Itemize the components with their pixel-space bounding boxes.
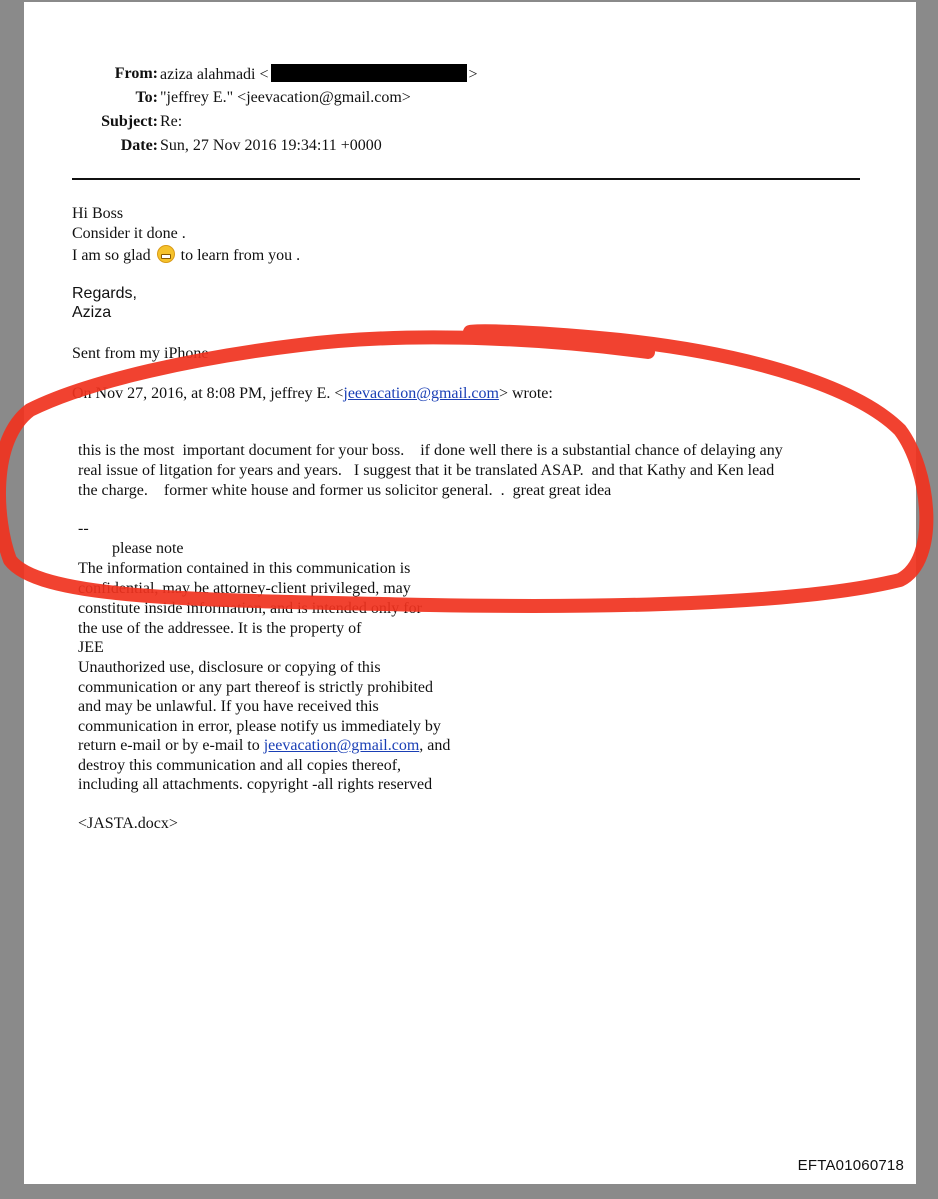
redaction-bar <box>271 64 467 82</box>
disclaimer-line: and may be unlawful. If you have received this <box>78 698 379 715</box>
from-label: From: <box>114 65 158 82</box>
header-divider <box>72 178 860 180</box>
quote-intro-post: > wrote: <box>498 385 553 402</box>
body-line-3 <box>72 245 300 266</box>
disclaimer-line: confidential, may be attorney-client privileged, may <box>78 580 411 597</box>
disclaimer-line: including all attachments. copyright -all rights reserved <box>78 776 433 793</box>
signature-dashes: -- <box>78 520 89 537</box>
quote-line-2: real issue of litgation for years and years. I suggest that it be translated ASAP. and that Kathy and Ken lead <box>78 462 775 479</box>
quote-line-1: this is the most important document for your boss. if done well there is a substantial chance of delaying any <box>78 442 783 459</box>
to-value: "jeffrey E." <jeevacation@gmail.com> <box>160 89 411 106</box>
body-line-3-post: to learn from you . <box>180 247 301 264</box>
disclaimer-return-line <box>78 736 450 756</box>
subject-label: Subject: <box>101 113 158 130</box>
from-close: > <box>468 66 478 83</box>
grinning-face-icon <box>157 245 175 263</box>
quote-intro <box>72 384 553 404</box>
quote-line-3: the charge. former white house and former us solicitor general. . great great idea <box>78 482 612 499</box>
attachment-name[interactable]: <JASTA.docx> <box>78 815 178 832</box>
sent-from: Sent from my iPhone <box>72 345 209 362</box>
disclaimer-email-link[interactable]: jeevacation@gmail.com <box>263 737 420 754</box>
document-page <box>24 2 916 1184</box>
disclaimer-line: communication in error, please notify us immediately by <box>78 718 441 735</box>
return-post: , and <box>419 737 451 754</box>
regards: Regards, <box>72 285 137 302</box>
disclaimer-line: communication or any part thereof is strictly prohibited <box>78 679 434 696</box>
quote-intro-pre: On Nov 27, 2016, at 8:08 PM, jeffrey E. < <box>72 385 344 402</box>
quote-email-link[interactable]: jeevacation@gmail.com <box>343 385 499 402</box>
disclaimer-line: destroy this communication and all copies thereof, <box>78 757 402 774</box>
disclaimer-line: Unauthorized use, disclosure or copying of this <box>78 659 381 676</box>
body-line-3-pre: I am so glad <box>72 247 151 264</box>
disclaimer-line: The information contained in this communication is <box>78 560 411 577</box>
please-note: please note <box>112 540 184 557</box>
from-name: aziza alahmadi < <box>160 66 269 83</box>
body-line-2: Consider it done . <box>72 225 186 242</box>
document-id: EFTA01060718 <box>797 1157 904 1174</box>
disclaimer-line: constitute inside information, and is intended only for <box>78 600 422 617</box>
greeting: Hi Boss <box>72 205 124 222</box>
return-pre: return e-mail or by e-mail to <box>78 737 264 754</box>
date-label: Date: <box>120 137 158 154</box>
disclaimer-line: the use of the addressee. It is the property of <box>78 620 362 637</box>
disclaimer-line: JEE <box>78 639 104 656</box>
date-value: Sun, 27 Nov 2016 19:34:11 +0000 <box>160 137 382 154</box>
signoff: Aziza <box>72 304 112 321</box>
to-label: To: <box>135 89 158 106</box>
from-value <box>160 64 478 85</box>
subject-value: Re: <box>160 113 183 130</box>
